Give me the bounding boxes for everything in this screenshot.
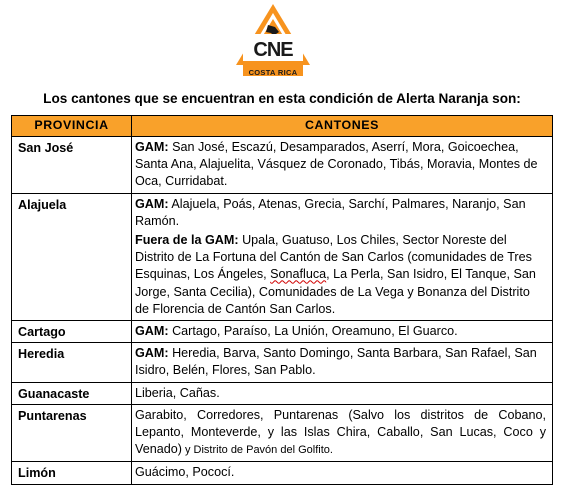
table-row <box>12 343 553 382</box>
gam-label: GAM: <box>135 140 169 154</box>
table-row <box>12 137 553 194</box>
gam-list: Cartago, Paraíso, La Unión, Oreamuno, El Guarco. <box>168 324 458 339</box>
fuera-gam-list-cont: , La Perla, San Isidro, El Tanque, San Jorge, Santa Cecilia), Comunidades de La Vega y Bonanza del Distrito de Florencia de Cantón San Carlos. <box>135 267 536 316</box>
table-row <box>12 321 553 343</box>
provincia-cell: Puntarenas <box>12 404 132 462</box>
provincia-cell: Guanacaste <box>12 382 132 404</box>
provincia-cell: Limón <box>12 462 132 484</box>
cne-logo <box>235 3 311 79</box>
column-header-provincia: PROVINCIA <box>12 116 132 137</box>
table-row <box>12 462 553 484</box>
provincia-cell: San José <box>12 137 132 194</box>
gam-list: Alajuela, Poás, Atenas, Grecia, Sarchí, Palmares, Naranjo, San Ramón. <box>135 196 526 228</box>
fuera-gam-list: Upala, Guatuso, Los Chiles, Sector Noreste del Distrito de La Fortuna del Cantón de San Carlos (comunidades de Tres Esquinas, Los Ángeles, <box>135 233 532 282</box>
cantones-cell <box>132 137 553 194</box>
fuera-gam-label: Fuera de la GAM: <box>135 233 239 248</box>
provincia-cell: Heredia <box>12 343 132 382</box>
cantones-list: Garabito, Corredores, Puntarenas (Salvo los distritos de Cobano, Lepanto, Monteverde, y las Islas Chira, Caballo, San Lucas, Coco y Venado) <box>135 407 546 457</box>
cantones-cell <box>132 193 553 320</box>
logo-subtitle: COSTA RICA <box>248 68 298 77</box>
spellcheck-word: Sonafluca <box>270 267 327 282</box>
provincia-cell: Alajuela <box>12 193 132 320</box>
gam-label: GAM: <box>135 196 169 211</box>
cantones-table <box>11 115 553 485</box>
table-header-row <box>12 116 553 137</box>
cantones-cell <box>132 343 553 382</box>
cantones-cell <box>132 404 553 462</box>
provincia-cell: Cartago <box>12 321 132 343</box>
gam-label: GAM: <box>135 324 169 339</box>
column-header-cantones: CANTONES <box>132 116 553 137</box>
page-headline: Los cantones que se encuentran en esta condición de Alerta Naranja son: <box>43 91 521 106</box>
table-row <box>12 404 553 462</box>
gam-list: Heredia, Barva, Santo Domingo, Santa Barbara, San Rafael, San Isidro, Belén, Flores, San Pablo. <box>135 346 537 378</box>
cantones-cell: Guácimo, Pococí. <box>132 462 553 484</box>
table-row <box>12 382 553 404</box>
gam-label: GAM: <box>135 346 169 361</box>
cantones-list-note: y Distrito de Pavón del Golfito. <box>181 444 333 457</box>
cantones-cell: Liberia, Cañas. <box>132 382 553 404</box>
table-row <box>12 193 553 320</box>
logo-wordmark: CNE <box>253 39 293 61</box>
cantones-cell <box>132 321 553 343</box>
gam-list: San José, Escazú, Desamparados, Aserrí, Mora, Goicoechea, Santa Ana, Alajuelita, Vásquez de Coronado, Tibás, Moravia, Montes de Oca, Curridabat. <box>135 140 538 189</box>
